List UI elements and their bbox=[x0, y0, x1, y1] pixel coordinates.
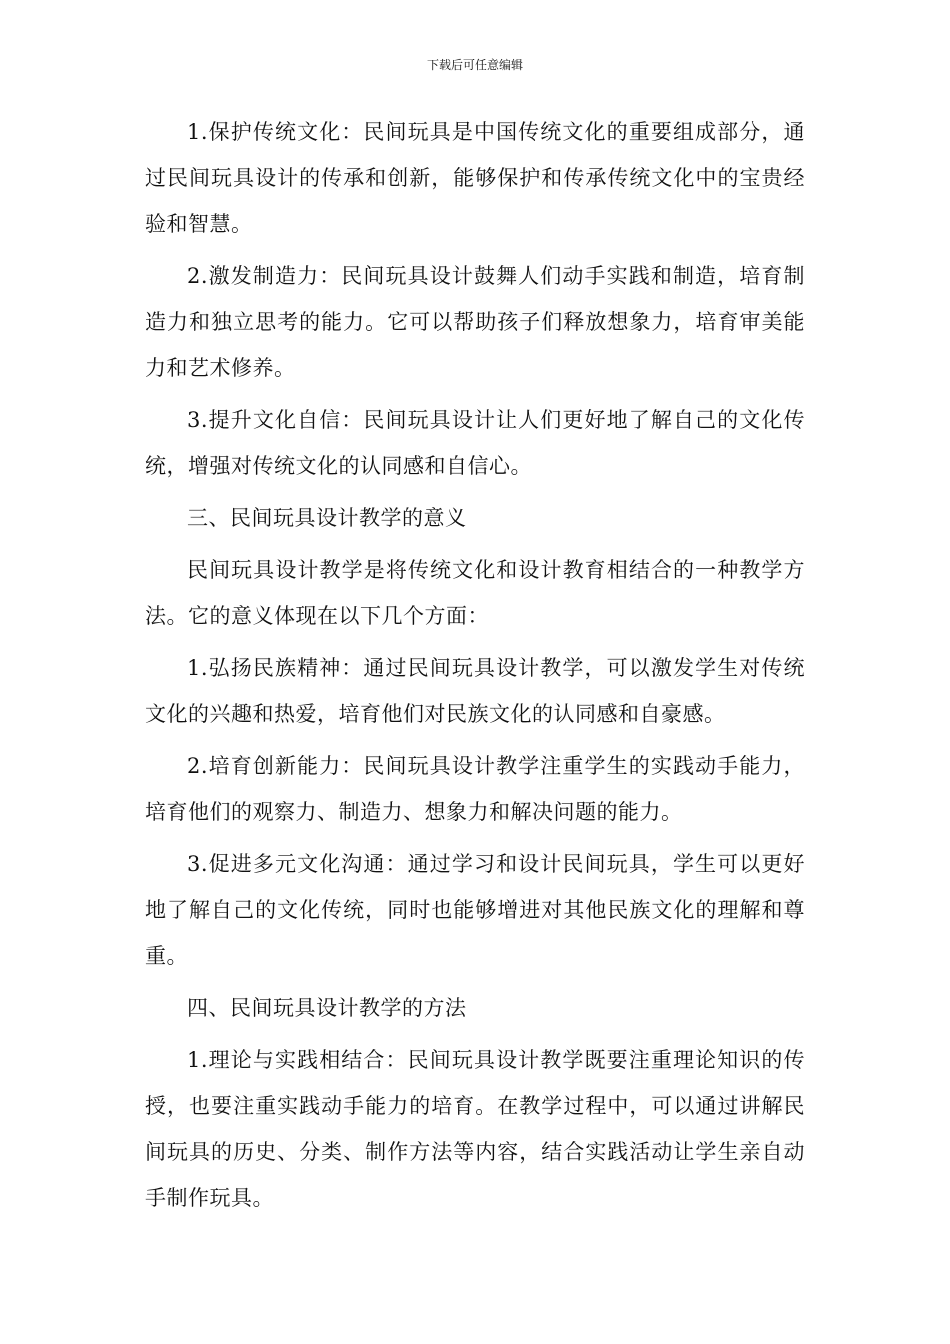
paragraph-theory-practice: 1.理论与实践相结合：民间玩具设计教学既要注重理论知识的传授，也要注重实践动手能力的培育。在教学过程中，可以通过讲解民间玩具的历史、分类、制作方法等内容，结合实践活动让学生亲自动手制作玩具。 bbox=[145, 1048, 805, 1210]
section-heading-significance: 三、民间玩具设计教学的意义 bbox=[187, 506, 467, 530]
section-heading-methods: 四、民间玩具设计教学的方法 bbox=[187, 996, 467, 1020]
paragraph-inspire-creativity: 2.激发制造力：民间玩具设计鼓舞人们动手实践和制造，培育制造力和独立思考的能力。它可以帮助孩子们释放想象力，培育审美能力和艺术修养。 bbox=[145, 264, 805, 380]
paragraph-national-spirit: 1.弘扬民族精神：通过民间玩具设计教学，可以激发学生对传统文化的兴趣和热爱，培育他们对民族文化的认同感和自豪感。 bbox=[145, 656, 805, 726]
paragraph-multicultural-communication: 3.促进多元文化沟通：通过学习和设计民间玩具，学生可以更好地了解自己的文化传统，同时也能够增进对其他民族文化的理解和尊重。 bbox=[145, 852, 805, 968]
paragraph-innovation-ability: 2.培育创新能力：民间玩具设计教学注重学生的实践动手能力，培育他们的观察力、制造力、想象力和解决问题的能力。 bbox=[145, 754, 805, 824]
paragraph-protect-culture: 1.保护传统文化：民间玩具是中国传统文化的重要组成部分，通过民间玩具设计的传承和创新，能够保护和传承传统文化中的宝贵经验和智慧。 bbox=[145, 120, 805, 236]
paragraph-cultural-confidence: 3.提升文化自信：民间玩具设计让人们更好地了解自己的文化传统，增强对传统文化的认同感和自信心。 bbox=[145, 408, 805, 478]
paragraph-significance-intro: 民间玩具设计教学是将传统文化和设计教育相结合的一种教学方法。它的意义体现在以下几个方面： bbox=[145, 558, 805, 628]
document-body bbox=[145, 109, 805, 1221]
page-header: 下载后可任意编辑 bbox=[426, 58, 523, 72]
